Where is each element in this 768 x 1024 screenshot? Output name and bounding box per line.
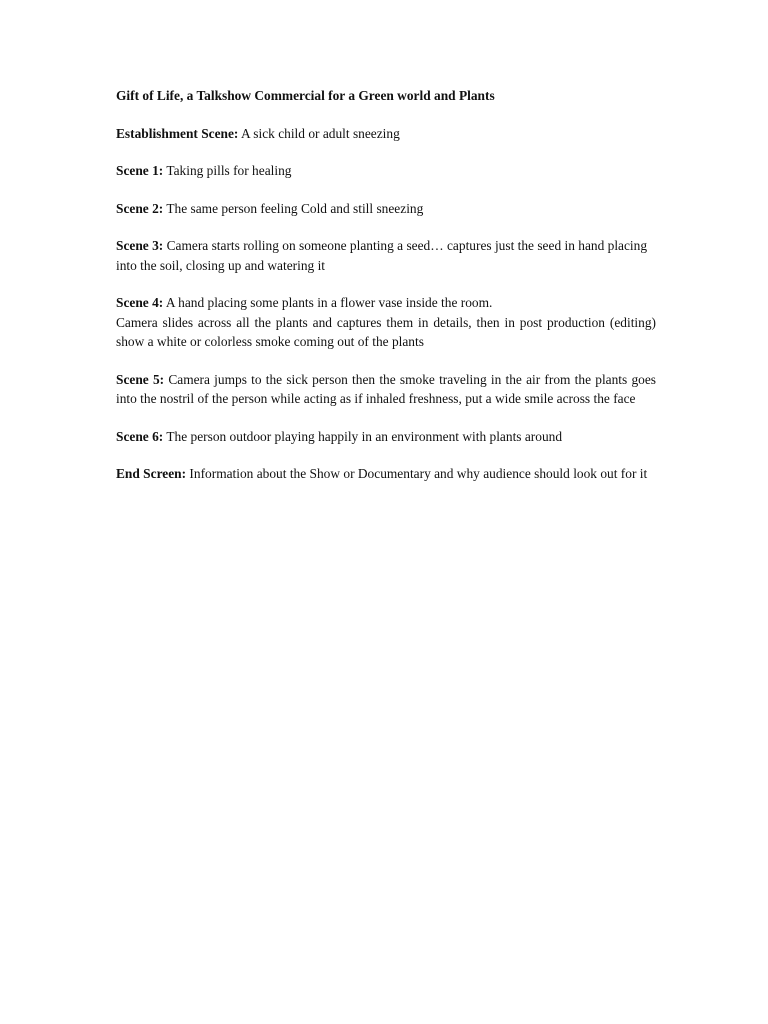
document-page xyxy=(116,86,656,502)
scene-text: Information about the Show or Documentary and why audience should look out for it xyxy=(189,466,648,481)
scene-label: Establishment Scene: xyxy=(116,125,239,141)
scene-3 xyxy=(116,236,656,275)
document-title: Gift of Life, a Talkshow Commercial for a Green world and Plants xyxy=(116,88,495,103)
scene-label: Scene 5: xyxy=(116,371,165,387)
scene-end-screen xyxy=(116,464,656,484)
scene-text: The person outdoor playing happily in an environment with plants around xyxy=(166,428,563,444)
scene-text: Taking pills for healing xyxy=(166,163,292,178)
scene-label: Scene 2: xyxy=(116,200,164,216)
scene-label: Scene 3: xyxy=(116,238,164,253)
scene-text: The same person feeling Cold and still sneezing xyxy=(166,200,424,216)
scene-label: Scene 6: xyxy=(116,428,164,444)
scene-establishment xyxy=(116,124,656,144)
scene-1 xyxy=(116,161,656,181)
scene-text: A sick child or adult sneezing xyxy=(241,125,400,141)
scene-label: End Screen: xyxy=(116,466,187,481)
scene-5 xyxy=(116,370,656,409)
scene-label: Scene 4: xyxy=(116,295,164,310)
scene-text: A hand placing some plants in a flower vase inside the room. xyxy=(165,295,493,310)
scene-2 xyxy=(116,199,656,219)
scene-text: Camera jumps to the sick person then the smoke traveling in the air from the plants goes into the nostril of the person while acting as if inhaled freshness, put a wide smile across the face xyxy=(116,371,656,406)
scene-text-continued: Camera slides across all the plants and captures them in details, then in post production (editing) show a white or colorless smoke coming out of the plants xyxy=(116,314,656,349)
scene-6 xyxy=(116,427,656,447)
scene-4 xyxy=(116,293,656,352)
scene-text: Camera starts rolling on someone planting a seed… captures just the seed in hand placing into the soil, closing up and watering it xyxy=(116,238,648,273)
scene-label: Scene 1: xyxy=(116,163,164,178)
